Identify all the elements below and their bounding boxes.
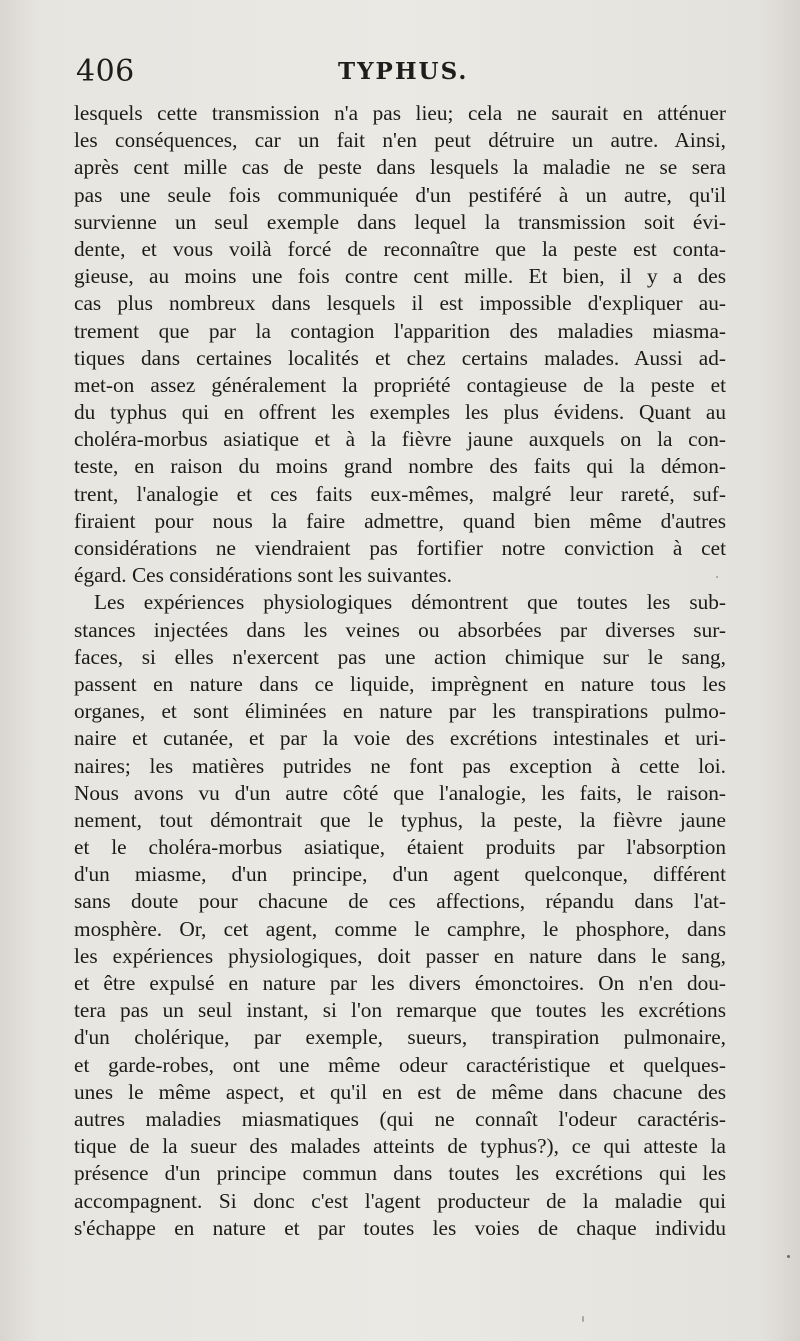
text-line: stances injectées dans les veines ou absorbées par diverses sur- bbox=[74, 617, 726, 642]
paper-speck bbox=[787, 1255, 790, 1258]
text-line: unes le même aspect, et qu'il en est de même dans chacune des bbox=[74, 1079, 726, 1104]
text-line: égard. Ces considérations sont les suivantes. bbox=[74, 563, 452, 588]
text-line: sans doute pour chacune de ces affections, répandu dans l'at- bbox=[74, 889, 726, 914]
text-line: du typhus qui en offrent les exemples les plus évidens. Quant au bbox=[74, 400, 726, 425]
text-line: considérations ne viendraient pas fortifier notre conviction à cet bbox=[74, 536, 726, 560]
text-line: s'échappe en nature et par toutes les voies de chaque individu bbox=[74, 1215, 726, 1240]
text-line: après cent mille cas de peste dans lesquels la maladie ne se sera bbox=[74, 155, 726, 180]
text-line: cas plus nombreux dans lesquels il est impossible d'expliquer au- bbox=[74, 291, 726, 316]
text-line: tera pas un seul instant, si l'on remarque que toutes les excrétions bbox=[74, 998, 726, 1023]
text-line: mosphère. Or, cet agent, comme le camphre, le phosphore, dans bbox=[74, 916, 726, 941]
text-line: les expériences physiologiques, doit passer en nature dans le sang, bbox=[74, 943, 726, 968]
body-text bbox=[74, 100, 726, 1242]
text-line: lesquels cette transmission n'a pas lieu; cela ne saurait en atténuer bbox=[74, 101, 726, 125]
text-line: passent en nature dans ce liquide, imprègnent en nature tous les bbox=[74, 671, 726, 696]
text-line: choléra-morbus asiatique et à la fièvre jaune auxquels on la con- bbox=[74, 427, 726, 452]
paper-speck bbox=[716, 576, 718, 578]
page-header bbox=[76, 52, 726, 92]
text-line: firaient pour nous la faire admettre, quand bien même d'autres bbox=[74, 508, 726, 533]
text-line: dente, et vous voilà forcé de reconnaître que la peste est conta- bbox=[74, 236, 726, 261]
text-line: présence d'un principe commun dans toutes les excrétions qui les bbox=[74, 1161, 726, 1186]
text-line: trement que par la contagion l'apparition des maladies miasma- bbox=[74, 318, 726, 343]
text-line: les conséquences, car un fait n'en peut détruire un autre. Ainsi, bbox=[74, 128, 726, 153]
text-line: tiques dans certaines localités et chez certains malades. Aussi ad- bbox=[74, 345, 726, 370]
text-line: faces, si elles n'exercent pas une action chimique sur le sang, bbox=[74, 644, 726, 669]
text-line: accompagnent. Si donc c'est l'agent producteur de la maladie qui bbox=[74, 1188, 726, 1213]
text-line: organes, et sont éliminées en nature par les transpirations pulmo- bbox=[74, 699, 726, 724]
text-line: autres maladies miasmatiques (qui ne connaît l'odeur caractéris- bbox=[74, 1106, 726, 1131]
text-line: d'un miasme, d'un principe, d'un agent quelconque, différent bbox=[74, 862, 726, 887]
text-line: gieuse, au moins une fois contre cent mille. Et bien, il y a des bbox=[74, 264, 726, 289]
text-line: teste, en raison du moins grand nombre des faits qui la démon- bbox=[74, 454, 726, 479]
text-line: d'un cholérique, par exemple, sueurs, transpiration pulmonaire, bbox=[74, 1025, 726, 1050]
paper-speck bbox=[582, 1316, 584, 1322]
text-line: met-on assez généralement la propriété contagieuse de la peste et bbox=[74, 372, 726, 397]
running-head: TYPHUS. bbox=[338, 58, 469, 85]
text-line: et le choléra-morbus asiatique, étaient produits par l'absorption bbox=[74, 835, 726, 860]
text-line: naires; les matières putrides ne font pas exception à cette loi. bbox=[74, 753, 726, 778]
text-line: tique de la sueur des malades atteints de typhus?), ce qui atteste la bbox=[74, 1134, 726, 1159]
text-line: Les expériences physiologiques démontrent que toutes les sub- bbox=[94, 590, 726, 615]
text-line: pas une seule fois communiquée d'un pestiféré à un autre, qu'il bbox=[74, 182, 726, 207]
text-line: trent, l'analogie et ces faits eux-mêmes, malgré leur rareté, suf- bbox=[74, 481, 726, 506]
text-line: Nous avons vu d'un autre côté que l'analogie, les faits, le raison- bbox=[74, 780, 726, 805]
text-line: et garde-robes, ont une même odeur caractéristique et quelques- bbox=[74, 1052, 726, 1077]
text-line: naire et cutanée, et par la voie des excrétions intestinales et uri- bbox=[74, 726, 726, 751]
text-line: survienne un seul exemple dans lequel la transmission soit évi- bbox=[74, 209, 726, 234]
text-line: nement, tout démontrait que le typhus, la peste, la fièvre jaune bbox=[74, 807, 726, 832]
page-number: 406 bbox=[76, 54, 135, 89]
text-line: et être expulsé en nature par les divers émonctoires. On n'en dou- bbox=[74, 971, 726, 995]
